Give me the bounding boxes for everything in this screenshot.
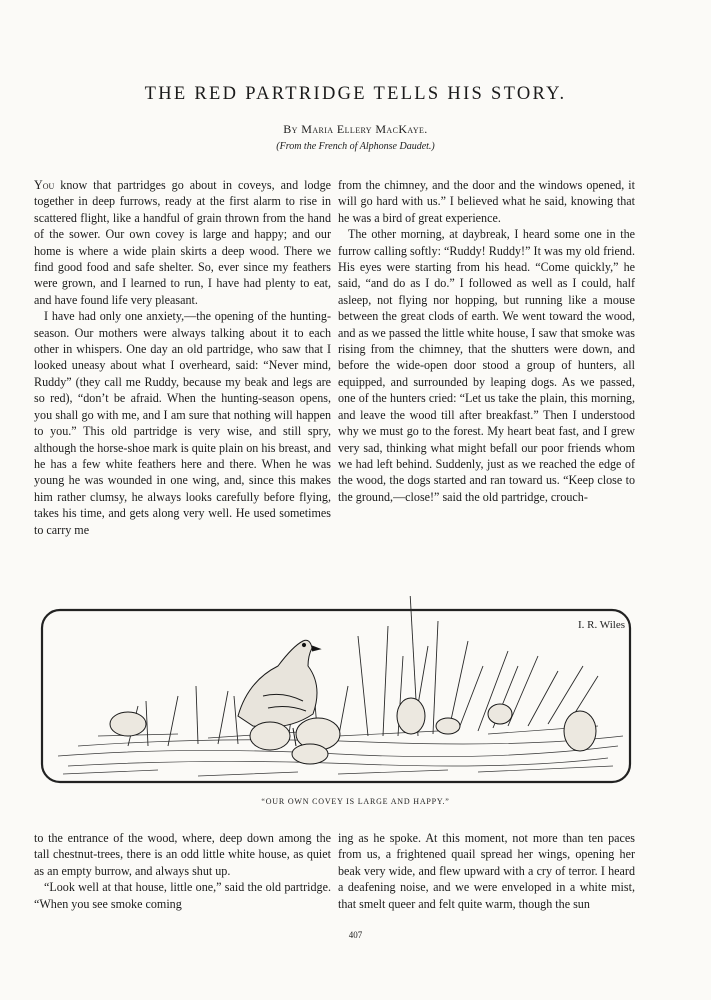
paragraph: The other morning, at daybreak, I heard some one in the furrow calling softly: “Ruddy! Ruddy!” It was my old friend. His eyes were starting from his head. “Come quickly,” he said, “and do as I do.” I followed as well as I could, half asleep, not flying nor hopping, but running like a mouse between the great clods of earth. We went toward the wood, and as we passed the little white house, I saw that smoke was rising from the chimney, that the shutters were down, and before the wide-open door stood a group of hunters, all equipped, and surrounded by leaping dogs. As we passed, one of the hunters cried: “Let us take the plain, this morning, and leave the wood till after breakfast.” Then I understood why we must go to the forest. My heart beat fast, and I grew very sad, thinking what might befall our poor friends whom we had left behind. Suddenly, just as we reached the edge of the wood, the dogs started and ran toward us. “Keep close to the ground,—close!” said the old partridge, crouch-: [338, 227, 635, 504]
article-source-note: (From the French of Alphonse Daudet.): [276, 141, 435, 152]
text-column-right-bottom: [338, 830, 635, 912]
grass-blades: [128, 596, 598, 746]
page-number: 407: [348, 930, 363, 940]
article-byline: By Maria Ellery MacKaye.: [283, 122, 428, 136]
illustration-caption: “OUR OWN COVEY IS LARGE AND HAPPY.”: [261, 797, 450, 806]
paragraph: [34, 177, 331, 308]
ground-hatching: [58, 726, 623, 776]
text-column-left-top: [34, 177, 331, 538]
paragraph: from the chimney, and the door and the windows opened, it will go hard with us.” I believed what he said, knowing that he was a bird of great experience.: [338, 178, 635, 225]
paragraph: to the entrance of the wood, where, deep down among the tall chestnut-trees, there is an odd little white house, as quiet as an empty burrow, and always shut up.: [34, 831, 331, 878]
text-column-left-bottom: [34, 830, 331, 912]
article-title: THE RED PARTRIDGE TELLS HIS STORY.: [144, 84, 567, 104]
paragraph-text: know that partridges go about in coveys, and lodge together in deep furrows, ready at the first alarm to rise in scattered flight, like a handful of grain thrown from the hand of the sower. Our own covey is large and happy; and our home is where a wide plain skirts a deep wood. There we find good food and safe shelter. So, ever since my feathers were grown, and I learned to run, I have had plenty to eat, and have found life very pleasant.: [34, 178, 331, 307]
paragraph: I have had only one anxiety,—the opening of the hunting-season. Our mothers were always talking about it to each other in whispers. One day an old partridge, who saw that I looked uneasy about what I overheard, said: “Never mind, Ruddy” (they call me Ruddy, because my beak and legs are so red), “don’t be afraid. When the hunting-season opens, you shall go with me, and I am sure that nothing will happen to you.” This old partridge is very wise, and still spry, although the horse-shoe mark is quite plain on his breast, and he has a few white feathers here and there. When he was young he was wounded in one wing, and, since this makes him rather clumsy, he always looks carefully before flying, takes his time, and gets along very well. He used sometimes to carry me: [34, 309, 331, 537]
paragraph: “Look well at that house, little one,” said the old partridge. “When you see smoke coming: [34, 880, 331, 911]
illustration-frame: [42, 610, 630, 782]
paragraph: ing as he spoke. At this moment, not more than ten paces from us, a frightened quail spread her wings, opening her beak very wide, and flew upward with a cry of terror. I heard a deafening noise, and we were enveloped in a white mist, that smelt queer and felt quite warm, though the sun: [338, 831, 635, 911]
text-column-right-top: [338, 177, 635, 505]
artist-signature: I. R. Wiles: [578, 619, 626, 631]
partridge-covey-illustration: [38, 596, 636, 792]
opening-word: You: [34, 178, 55, 192]
